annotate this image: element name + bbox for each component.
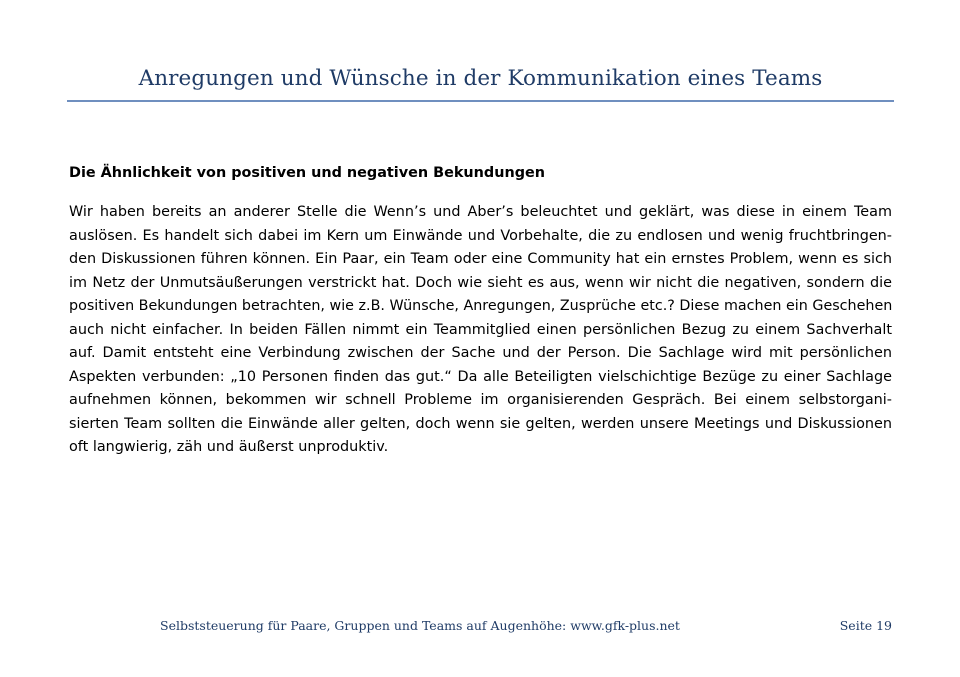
page-header-title: Anregungen und Wünsche in der Kommunikation eines Teams [138,66,823,91]
footer-book-title: Selbststeuerung für Paare, Gruppen und Teams auf Augenhöhe: www.gfk-plus.net [160,618,680,633]
paragraph-line: Wir haben bereits an anderer Stelle die Wenn’s und Aber’s beleuchtet und geklärt, was diese in einem Team [69,204,892,220]
paragraph-line: auslösen. Es handelt sich dabei im Kern um Einwände und Vorbehalte, die zu endlosen und wenig fruchtbringen- [69,227,892,244]
paragraph-line: positiven Bekundungen betrachten, wie z.B. Wünsche, Anregungen, Zusprüche etc.? Diese machen ein Geschehen [69,298,893,314]
paragraph-line: auch nicht einfacher. In beiden Fällen nimmt ein Teammitglied einen persönlichen Bezug zu einem Sachverhalt [69,321,892,338]
paragraph-line: sierten Team sollten die Einwände aller gelten, doch wenn sie gelten, werden unsere Meetings und Diskussionen [69,415,892,432]
paragraph-line: oft langwierig, zäh und äußerst unproduktiv. [69,439,389,455]
paragraph-line: aufnehmen können, bekommen wir schnell Probleme im organisierenden Gespräch. Bei einem selbstorgani- [69,392,892,408]
paragraph-line: im Netz der Unmutsäußerungen verstrickt hat. Doch wie sieht es aus, wenn wir nicht die negativen, sondern die [69,274,892,291]
paragraph-line: den Diskussionen führen können. Ein Paar, ein Team oder eine Community hat ein ernstes Problem, wenn es sich [69,251,892,267]
paragraph-line: auf. Damit entsteht eine Verbindung zwischen der Sache und der Person. Die Sachlage wird mit persönlichen [69,345,892,361]
body-paragraph [69,201,892,460]
section-heading: Die Ähnlichkeit von positiven und negativen Bekundungen [69,165,546,181]
header-divider [67,100,894,102]
footer-page-number: Seite 19 [839,618,892,633]
paragraph-line: Aspekten verbunden: „10 Personen finden das gut.“ Da alle Beteiligten vielschichtige Bezüge zu einer Sachlage [69,368,892,385]
